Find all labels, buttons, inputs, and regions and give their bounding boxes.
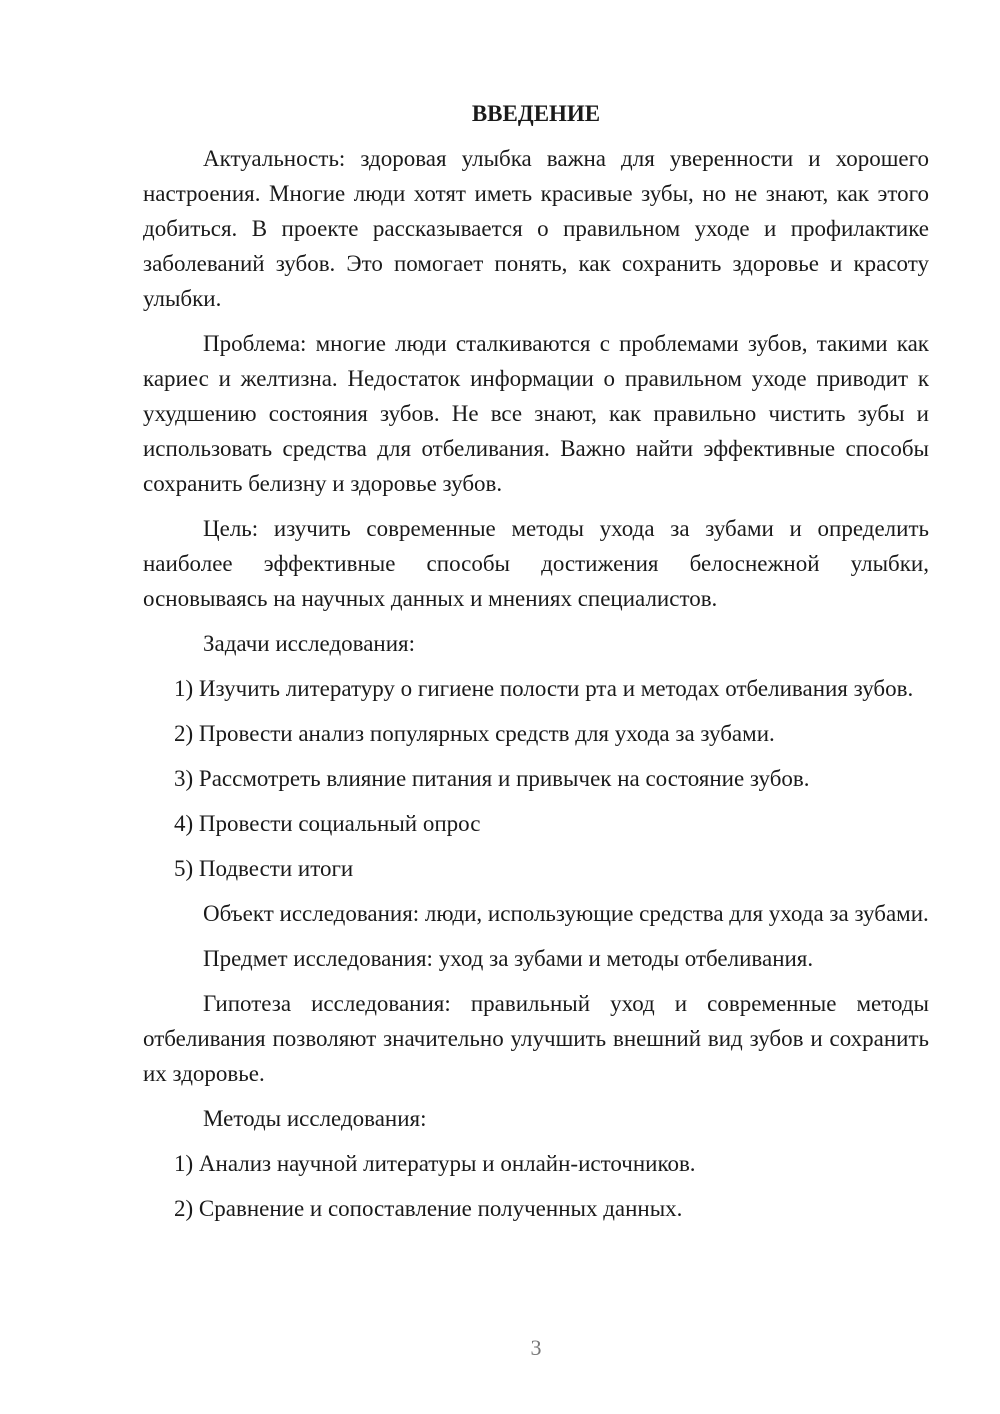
hypothesis-paragraph: Гипотеза исследования: правильный уход и современные методы отбеливания позволяют значительно улучшить внешний вид зубов и сохранить их здоровье. <box>143 991 929 1086</box>
object-paragraph: Объект исследования: люди, использующие средства для ухода за зубами. <box>203 901 929 926</box>
task-item-4: 4) Провести социальный опрос <box>174 811 481 836</box>
task-item-5: 5) Подвести итоги <box>174 856 354 881</box>
task-item-1: 1) Изучить литературу о гигиене полости рта и методах отбеливания зубов. <box>174 676 914 701</box>
problem-paragraph: Проблема: многие люди сталкиваются с проблемами зубов, такими как кариес и желтизна. Недостаток информации о правильном уходе приводит к ухудшению состояния зубов. Не все знают, как правильно чистить зубы и использовать средства для отбеливания. Важно найти эффективные способы сохранить белизну и здоровье зубов. <box>143 331 929 496</box>
task-item-3: 3) Рассмотреть влияние питания и привычек на состояние зубов. <box>174 766 810 791</box>
page-number: 3 <box>530 1335 542 1360</box>
method-item-2: 2) Сравнение и сопоставление полученных данных. <box>174 1196 683 1221</box>
subject-paragraph: Предмет исследования: уход за зубами и методы отбеливания. <box>203 946 814 971</box>
tasks-heading: Задачи исследования: <box>203 631 416 656</box>
method-item-1: 1) Анализ научной литературы и онлайн-источников. <box>174 1151 696 1176</box>
relevance-paragraph: Актуальность: здоровая улыбка важна для уверенности и хорошего настроения. Многие люди хотят иметь красивые зубы, но не знают, как этого добиться. В проекте рассказывается о правильном уходе и профилактике заболеваний зубов. Это помогает понять, как сохранить здоровье и красоту улыбки. <box>143 146 929 311</box>
task-item-2: 2) Провести анализ популярных средств для ухода за зубами. <box>174 721 775 746</box>
page-title: ВВЕДЕНИЕ <box>471 101 601 126</box>
page-content <box>143 96 929 1236</box>
goal-paragraph: Цель: изучить современные методы ухода за зубами и определить наиболее эффективные способы достижения белоснежной улыбки, основываясь на научных данных и мнениях специалистов. <box>143 516 929 611</box>
methods-heading: Методы исследования: <box>203 1106 427 1131</box>
